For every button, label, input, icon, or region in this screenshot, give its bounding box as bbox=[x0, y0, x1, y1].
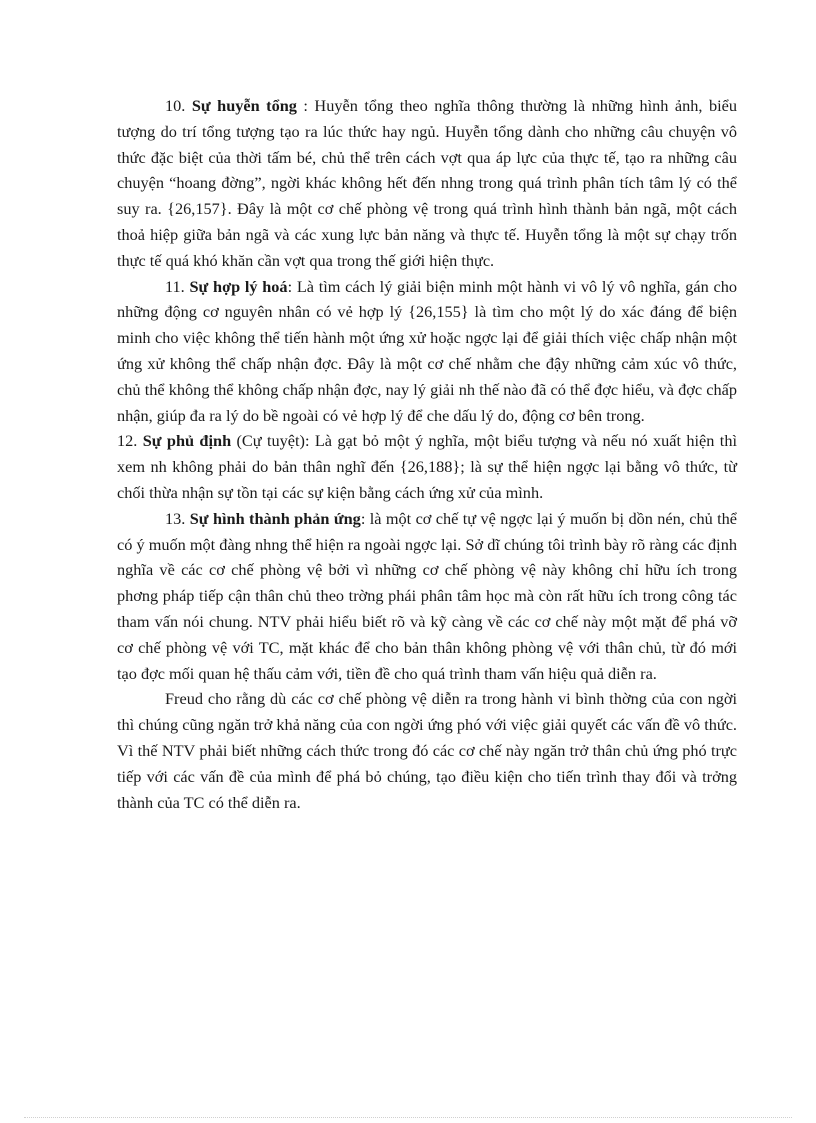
paragraph-text: : Huyễn tổng theo nghĩa thông thường là những hình ảnh, biểu tượng do trí tổng tượng tạo ra lúc thức hay ngủ. Huyễn tổng dành cho những câu chuyện vô thức đặc biệt của thời tấm bé, chủ thể trên cách vợt qua áp lực của thực tế, tạo ra những câu chuyện “hoang đờng”, ngời khác không hết đến nhng trong quá trình phân tích tâm lý có thể suy ra. {26,157}. Đây là một cơ chế phòng vệ trong quá trình hình thành bản ngã, một cách thoả hiệp giữa bản ngã và các xung lực bản năng và thực tế. Huyễn tổng là một sự chạy trốn thực tế quá khó khăn cần vợt qua trong thế giới hiện thực. bbox=[117, 96, 738, 270]
item-number: 12. bbox=[117, 431, 143, 451]
paragraph-text: : Là gạt bỏ một ý nghĩa, một biểu tượng và nếu nó xuất hiện thì xem nh không phải do bản thân nghĩ đến {26,188}; là sự thể hiện ngợc lại bằng vô thức, từ chối thừa nhận sự tồn tại các sự kiện bằng cách ứng xử của mình. bbox=[117, 431, 737, 502]
term-heading: Sự hình thành phản ứng bbox=[189, 508, 361, 528]
paragraph-reaction-formation bbox=[117, 506, 737, 687]
term-heading: Sự hợp lý hoá bbox=[189, 276, 288, 296]
item-number: 13. bbox=[165, 508, 190, 528]
item-number: 10. bbox=[165, 96, 192, 115]
paragraph-freud bbox=[117, 686, 737, 815]
term-heading: Sự huyễn tổng bbox=[191, 96, 297, 115]
term-parenthetical: (Cự tuyệt) bbox=[231, 431, 305, 451]
paragraph-text: Freud cho rằng dù các cơ chế phòng vệ diễn ra trong hành vi bình thờng của con ngời thì chúng cũng ngăn trở khả năng của con ngời ứng phó với việc giải quyết các vấn đề vô thức. Vì thế NTV phải biết những cách thức trong đó các cơ chế này ngăn trở thân chủ ứng phó trực tiếp với các vấn đề của mình để phá bỏ chúng, tạo điều kiện cho tiến trình thay đổi và trởng thành của TC có thể diễn ra. bbox=[117, 689, 737, 812]
document-body bbox=[117, 93, 737, 815]
paragraph-text: : là một cơ chế tự vệ ngợc lại ý muốn bị dồn nén, chủ thể có ý muốn một đàng nhng thể hiện ra ngoài ngợc lại. Sở dĩ chúng tôi trình bày rõ ràng các định nghĩa về các cơ chế phòng vệ bởi vì những cơ chế phòng vệ này không chỉ hữu ích trong phơng pháp tiếp cận thân chủ theo trờng phái phân tâm học mà còn rất hữu ích trong công tác tham vấn nói chung. NTV phải hiểu biết rõ và kỹ càng về các cơ chế này một mặt để phá vỡ cơ chế phòng vệ với TC, mặt khác để cho bản thân không phòng vệ với thân chủ, từ đó mới tạo đợc mối quan hệ thấu cảm với, tiền đề cho quá trình tham vấn hiệu quả diễn ra. bbox=[117, 508, 738, 683]
term-heading: Sự phủ định bbox=[142, 431, 232, 451]
page-bottom-divider bbox=[24, 1117, 792, 1118]
item-number: 11. bbox=[165, 276, 190, 296]
paragraph-rationalization bbox=[117, 274, 737, 429]
paragraph-fantasy bbox=[117, 93, 737, 274]
paragraph-denial bbox=[117, 428, 737, 505]
paragraph-text: : Là tìm cách lý giải biện minh một hành vi vô lý vô nghĩa, gán cho những động cơ nguyên nhân có vẻ hợp lý {26,155} là tìm cho một lý do xác đáng để biện minh cho việc không thể tiến hành một ứng xử hoặc ngợc lại để giải thích việc chấp nhận một ứng xử không thể chấp nhận đợc. Đây là một cơ chế nhằm che đậy những cảm xúc vô thức, chủ thể không thể không chấp nhận đợc, nay lý giải nh thế nào đã có thể đợc hiểu, và đợc chấp nhận, giúp đa ra lý do bề ngoài có vẻ hợp lý để che dấu lý do, động cơ bên trong. bbox=[117, 276, 737, 425]
